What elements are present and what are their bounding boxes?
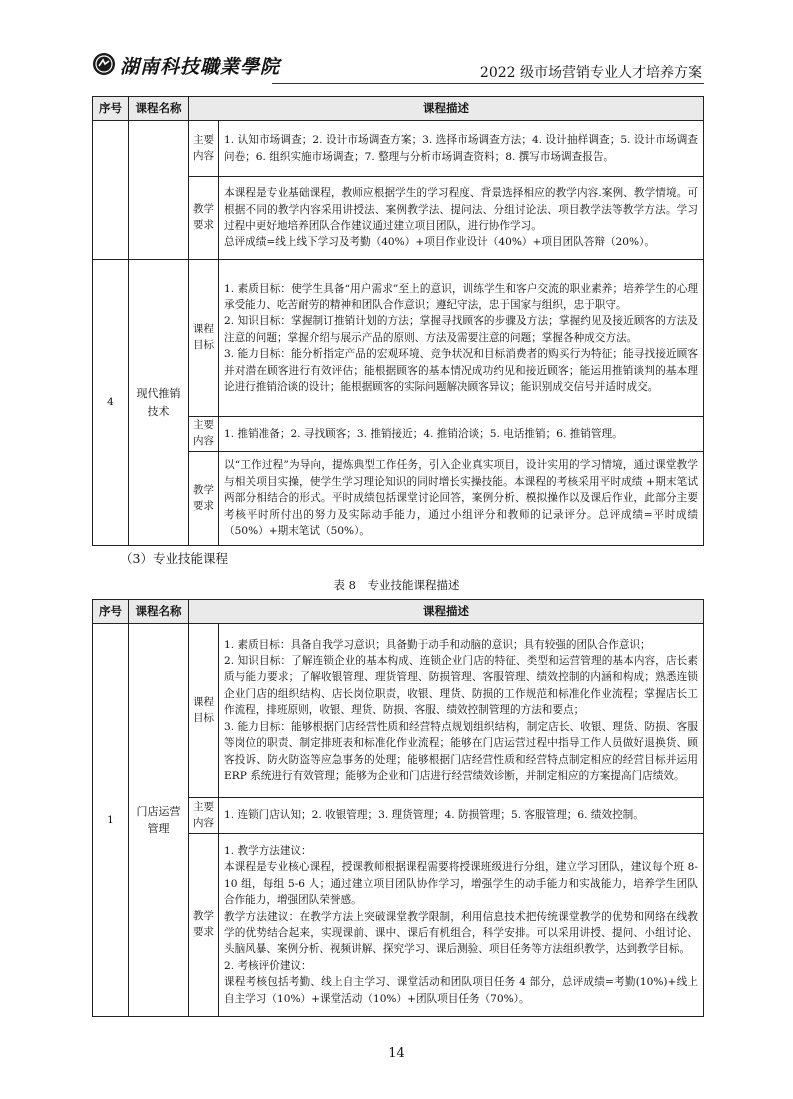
goal-label: 课程目标 xyxy=(189,624,219,798)
skill-course-table xyxy=(92,599,704,1017)
requirement-paragraph: 1. 教学方法建议： xyxy=(224,844,312,857)
course-table-continued xyxy=(92,96,704,546)
requirement-label: 教学要求 xyxy=(189,177,219,260)
requirement-paragraph: 总评成绩=线上线下学习及考勤（40%）+项目作业设计（40%）+项目团队答辩（20%）。 xyxy=(224,236,655,249)
course-name: 现代推销技术 xyxy=(129,260,189,546)
page-header xyxy=(92,48,704,88)
requirement-paragraph: 2. 考核评价建议： xyxy=(224,959,312,972)
table-header-row xyxy=(93,600,704,624)
table-row xyxy=(93,624,704,798)
course-requirement xyxy=(219,177,704,260)
section-heading: （3）专业技能课程 xyxy=(120,551,228,566)
course-number: 4 xyxy=(93,260,129,546)
prev-course-num-cell xyxy=(93,121,129,260)
school-logo-icon xyxy=(92,52,116,76)
goal-label: 课程目标 xyxy=(189,260,219,417)
requirement-paragraph: 本课程是专业核心课程，授课教师根据课程需要将授课班级进行分组，建立学习团队，建议每个班 8-10 组，每组 5-6 人；通过建立项目团队协作学习，增强学生的动手能力和实战能力，培养学生团队合作能力，增强团队荣誉感。 xyxy=(224,861,698,907)
course-goals xyxy=(219,624,704,798)
content-label: 主要内容 xyxy=(189,798,219,834)
requirement-paragraph: 课程考核包括考勤、线上自主学习、课堂活动和团队项目任务 4 部分，总评成绩=考勤(10%)+线上自主学习（10%）+课堂活动（10%）+团队项目任务（70%）。 xyxy=(224,976,698,1005)
header-course-desc: 课程描述 xyxy=(189,600,704,624)
table-row xyxy=(93,121,704,177)
goal-paragraph: 2. 知识目标：了解连锁企业的基本构成、连锁企业门店的特征、类型和运营管理的基本内容，店长素质与能力要求；了解收银管理、理货管理、防损管理、客服管理、绩效控制的内涵和构成；熟悉连锁企业门店的组织结构、店长岗位职责，收银、理货、防损的工作规范和标准化作业流程；掌握店长工作流程，排班原则，收银、理货、防损、客服、绩效控制管理的方法和要点； xyxy=(224,655,698,717)
course-goals xyxy=(219,260,704,417)
course-content: 1. 连锁门店认知；2. 收银管理；3. 理货管理；4. 防损管理；5. 客服管理；6. 绩效控制。 xyxy=(219,798,704,834)
table-row xyxy=(93,260,704,417)
table-caption: 表 8 专业技能课程描述 xyxy=(333,578,460,592)
header-num: 序号 xyxy=(93,600,129,624)
requirement-paragraph: 本课程是专业基础课程，教师应根据学生的学习程度、背景选择相应的教学内容.案例、教学情境。可根据不同的教学内容采用讲授法、案例教学法、提问法、分组讨论法、项目教学法等教学方法。学习过程中更好地培养团队合作建议通过建立项目团队，进行协作学习。 xyxy=(224,187,698,232)
course-number: 1 xyxy=(93,624,129,1017)
content-label: 主要内容 xyxy=(189,417,219,452)
prev-course-name-cell xyxy=(129,121,189,260)
header-num: 序号 xyxy=(93,97,129,121)
requirement-paragraph: 教学方法建议：在教学方法上突破课堂教学限制，利用信息技术把传统课堂教学的优势和网络在线教学的优势结合起来，实现课前、课中、课后有机组合，科学安排。可以采用讲授、提问、小组讨论、头脑风暴、案例分析、视频讲解、探究学习、课后测验、项目任务等方法组织教学，达到教学目标。 xyxy=(224,910,698,956)
course-name: 门店运营管理 xyxy=(129,624,189,1017)
header-course-desc: 课程描述 xyxy=(189,97,704,121)
goal-paragraph: 2. 知识目标：掌握制订推销计划的方法；掌握寻找顾客的步骤及方法；掌握约见及接近顾客的方法及注意的问题；掌握介绍与展示产品的原则、方法及需要注意的问题；掌握各种成交方法。 xyxy=(224,315,698,344)
content-label: 主要内容 xyxy=(189,121,219,177)
requirement-label: 教学要求 xyxy=(189,834,219,1017)
header-course-name: 课程名称 xyxy=(129,97,189,121)
header-divider xyxy=(272,83,704,84)
goal-paragraph: 1. 素质目标：具备自我学习意识；具备勤于动手和动脑的意识；具有较强的团队合作意识； xyxy=(224,638,651,651)
goal-paragraph: 3. 能力目标：能分析指定产品的宏观环境、竞争状况和目标消费者的购买行为特征；能寻找接近顾客并对潜在顾客进行有效评估；能根据顾客的基本情况成功约见和接近顾客；能运用推销谈判的基本理论进行推销洽谈的设计；能根据顾客的实际问题解决顾客异议；能识别成交信号并适时成交。 xyxy=(224,348,698,394)
course-content: 1. 推销准备；2. 寻找顾客；3. 推销接近；4. 推销洽谈；5. 电话推销；6. 推销管理。 xyxy=(219,417,704,452)
goal-paragraph: 3. 能力目标：能够根据门店经营性质和经营特点规划组织结构，制定店长、收银、理货、防损、客服等岗位的职责、制定排班表和标准化作业流程；能够在门店运营过程中指导工作人员做好退换货、顾客投诉、防火防盗等应急事务的处理；能够根据门店经营性质和经营特点制定相应的经营目标并运用 ERP 系统进行有效管理；能够为企业和门店进行经营绩效诊断，并制定相应的方案提高门店绩效。 xyxy=(224,720,698,782)
header-course-name: 课程名称 xyxy=(129,600,189,624)
requirement-label: 教学要求 xyxy=(189,452,219,546)
school-name: 湖南科技職業學院 xyxy=(120,56,281,78)
course-content: 1. 认知市场调查；2. 设计市场调查方案；3. 选择市场调查方法；4. 设计抽样调查；5. 设计市场调查问卷；6. 组织实施市场调查；7. 整理与分析市场调查资料；8. 撰写市场调查报告。 xyxy=(219,121,704,177)
document-title: 2022 级市场营销专业人才培养方案 xyxy=(479,65,702,81)
table-header-row xyxy=(93,97,704,121)
goal-paragraph: 1. 素质目标：使学生具备“用户需求”至上的意识，训练学生和客户交流的职业素养；培养学生的心理承受能力、吃苦耐劳的精神和团队合作意识；遵纪守法，忠于国家与组织，忠于职守。 xyxy=(224,282,698,311)
course-requirement xyxy=(219,834,704,1017)
course-requirement: 以“工作过程”为导向，提炼典型工作任务，引入企业真实项目，设计实用的学习情境，通过课堂教学与相关项目实操，使学生学习理论知识的同时增长实操技能。本课程的考核采用平时成绩 +期末笔试两部分相结合的形式。平时成绩包括课堂讨论回答，案例分析、模拟操作以及课后作业，此部分主要考核平时所付出的努力及实际动手能力，通过小组评分和教师的记录评分。总评成绩=平时成绩（50%）+期末笔试（50%）。 xyxy=(219,452,704,546)
page-number: 14 xyxy=(388,1046,405,1061)
